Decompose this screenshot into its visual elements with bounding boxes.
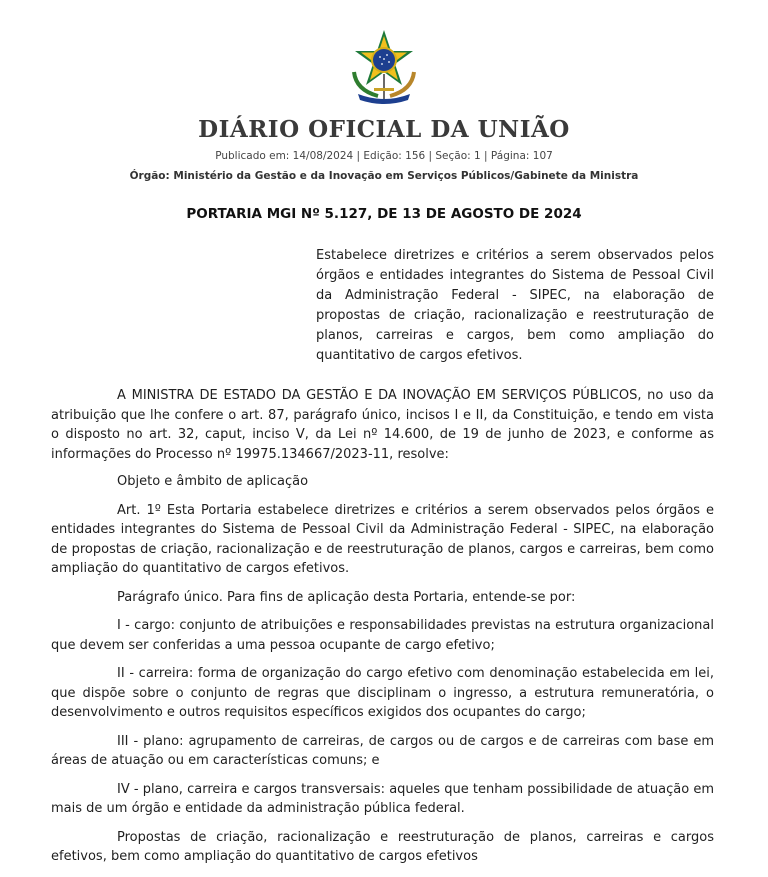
issuing-body: Órgão: Ministério da Gestão e da Inovação em Serviços Públicos/Gabinete da Ministra bbox=[129, 170, 639, 182]
section-heading: Objeto e âmbito de aplicação bbox=[117, 474, 309, 489]
article-paragraph: I - cargo: conjunto de atribuições e responsabilidades previstas na estrutura organizacional que devem ser conferidas a uma pessoa ocupante de cargo efetivo; bbox=[51, 618, 714, 653]
document-title: PORTARIA MGI Nº 5.127, DE 13 DE AGOSTO DE 2024 bbox=[186, 206, 582, 222]
section-heading: Propostas de criação, racionalização e reestruturação de planos, carreiras e cargos efetivos, bem como ampliação do quantitativo de cargos efetivos bbox=[51, 829, 714, 864]
preamble-paragraph: A MINISTRA DE ESTADO DA GESTÃO E DA INOVAÇÃO EM SERVIÇOS PÚBLICOS, no uso da atribuição que lhe confere o art. 87, parágrafo único, incisos I e II, da Constituição, e tendo em vista o disposto no art. 32, caput, inciso V, da Lei nº 14.600, de 19 de junho de 2023, e conforme as informações do Processo nº 19975.134667/2023-11, resolve: bbox=[51, 388, 714, 462]
masthead-title: DIÁRIO OFICIAL DA UNIÃO bbox=[198, 116, 570, 143]
article-paragraph: Parágrafo único. Para fins de aplicação desta Portaria, entende-se por: bbox=[117, 589, 576, 605]
article-paragraph: III - plano: agrupamento de carreiras, de cargos ou de cargos e de carreiras com base em áreas de atuação ou em características comuns; e bbox=[51, 733, 714, 768]
ementa: Estabelece diretrizes e critérios a serem observados pelos órgãos e entidades integrantes do Sistema de Pessoal Civil da Administração Federal - SIPEC, na elaboração de propostas de criação, racionalização e reestruturação de planos, carreiras e cargos, bem como ampliação do quantitativo de cargos efetivos. bbox=[316, 248, 714, 363]
publication-info: Publicado em: 14/08/2024 | Edição: 156 | Seção: 1 | Página: 107 bbox=[215, 150, 553, 162]
document-body bbox=[51, 386, 714, 876]
article-paragraph: IV - plano, carreira e cargos transversais: aqueles que tenham possibilidade de atuação em mais de um órgão e entidade da administração pública federal. bbox=[51, 781, 714, 816]
article-paragraph: Art. 1º Esta Portaria estabelece diretrizes e critérios a serem observados pelos órgãos e entidades integrantes do Sistema de Pessoal Civil da Administração Federal - SIPEC, na elaboração de propostas de criação, racionalização e de reestruturação de planos, cargos e carreiras, bem como ampliação do quantitativo de cargos efetivos. bbox=[51, 502, 714, 576]
brasao-da-republica-icon bbox=[344, 28, 424, 108]
article-paragraph: II - carreira: forma de organização do cargo efetivo com denominação estabelecida em lei, que dispõe sobre o conjunto de regras que disciplinam o ingresso, a estrutura remuneratória, o desenvolvimento e outros requisitos específicos exigidos dos ocupantes do cargo; bbox=[51, 666, 714, 720]
